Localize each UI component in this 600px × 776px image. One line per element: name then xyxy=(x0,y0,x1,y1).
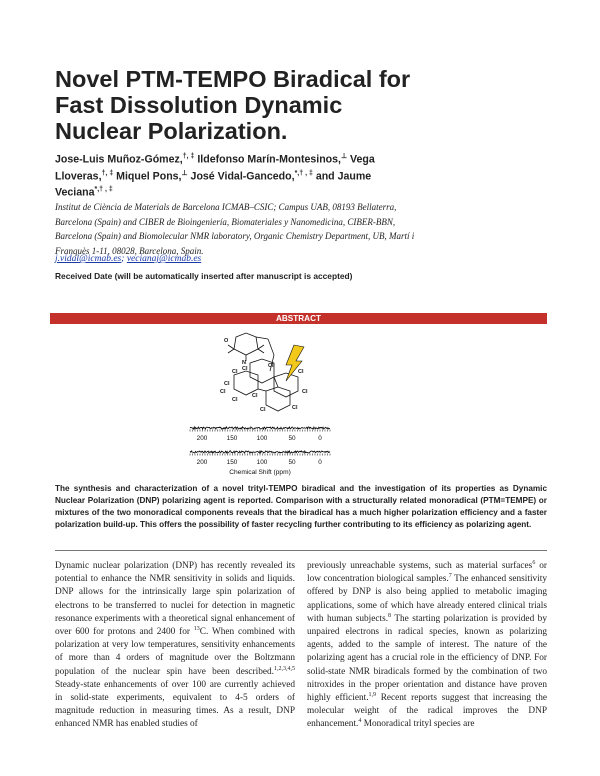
body-column-left xyxy=(55,560,295,732)
citation-mark: 7 xyxy=(448,573,452,580)
tick-label: 50 xyxy=(288,435,296,442)
tick-label: 100 xyxy=(256,435,268,442)
body-text: Monoradical trityl species are xyxy=(361,719,475,730)
body-text: The starting polarization is provided by unpaired electrons in radical species, known as polarizing agents, added to the sample of interest. The nature of the polarizing agent has a crucial role in the efficiency of DNP. For solid-state NMR biradicals formed by the combination of two nitroxides in the proper orientation and distance have proven highly efficient. xyxy=(307,613,547,704)
molecule-structure xyxy=(228,333,298,411)
body-text: Dynamic nuclear polarization (DNP) has recently revealed its potential to enhance the NMR sensitivity in solids and liquids. DNP allows for the intrinsically large spin polarization of electrons to be transferred to nuclei for detection in magnetic resonance experiments with a theoretical signal enhancement of over 600 for protons and 2400 for xyxy=(55,561,295,638)
atom-label: Cl xyxy=(268,363,274,369)
author-affiliation-mark: *,† , ‡ xyxy=(294,169,313,177)
citation-mark: 8 xyxy=(388,612,392,619)
citation-mark: 1,9 xyxy=(368,691,377,698)
tick-label: 200 xyxy=(196,435,208,442)
atom-label: Cl xyxy=(292,405,298,411)
tick-label: 0 xyxy=(318,435,322,442)
tick-label: 150 xyxy=(226,459,238,466)
atom-label: Cl xyxy=(220,389,226,395)
spectrum-line-top xyxy=(190,427,330,429)
atom-label: Cl xyxy=(232,369,238,375)
abstract-heading: ABSTRACT xyxy=(50,313,547,324)
atom-label: N xyxy=(242,360,246,366)
body-text: The enhanced sensitivity offered by DNP is also being applied to metabolic imaging applications, some of which have already entered clinical trials with human subjects. xyxy=(307,574,547,624)
body-column-right xyxy=(307,560,547,732)
author-name: José Vidal-Gancedo, xyxy=(187,170,295,183)
atom-label: Cl xyxy=(232,397,238,403)
tick-label: 100 xyxy=(256,459,268,466)
atom-label: Cl xyxy=(224,381,230,387)
author-name: Ildefonso Marín-Montesinos, xyxy=(194,153,341,166)
x-axis-label: Chemical Shift (ppm) xyxy=(229,469,291,476)
atom-label: Cl xyxy=(252,393,258,399)
email-link-veciana[interactable]: vecianaj@icmab.es xyxy=(126,254,202,264)
tick-label: 150 xyxy=(226,435,238,442)
paper-title: Novel PTM-TEMPO Biradical for Fast Dissolution Dynamic Nuclear Polarization. xyxy=(55,66,411,144)
citation-mark: 1,2,3,4,5 xyxy=(274,665,295,672)
author-affiliation-mark: †, ‡ xyxy=(182,153,195,160)
abstract-text: The synthesis and characterization of a novel trityl-TEMPO biradical and the investigation of its properties as Dynamic Nuclear Polarization (DNP) polarizing agent is reported. Comparison with a structurally related monoradical (PTM=TEMPE) or mixtures of the two monoradical components reveals that the biradical has a much higher polarization efficiency and a faster polarization build-up. This offers the possibility of faster recycling further contributing to its efficiency as polarizing agent. xyxy=(55,484,547,529)
affiliation: Institut de Ciència de Materials de Barcelona ICMAB–CSIC; Campus UAB, 08193 Bellaterra, Barcelona (Spain) and CIBER de Bioingeniería, Biomateriales y Nanomedicina, CIBER-BBN, Barcelona (Spain) and Biomolecular NMR laboratory, Organic Chemistry Department, UB, Martí i Franquès 1-11, 08028, Barcelona, Spain. xyxy=(55,202,415,257)
author-name: and Jaume Veciana xyxy=(55,170,372,199)
author-name: Jose-Luis Muñoz-Gómez, xyxy=(55,153,183,166)
body-text: or low concentration biological samples. xyxy=(307,561,548,585)
author-name: Vega Lloveras, xyxy=(55,153,375,183)
email-link-vidal[interactable]: j.vidal@icmab.es xyxy=(55,254,122,264)
atom-label: Cl xyxy=(302,389,308,395)
contact-emails xyxy=(55,254,201,264)
received-date-note: Received Date (will be automatically inserted after manuscript is accepted) xyxy=(55,271,353,281)
atom-label: Cl xyxy=(298,369,304,375)
author-affiliation-mark: *,† , ‡ xyxy=(94,186,113,194)
body-text: Recent reports suggest that increasing the molecular weight of the radical improves the DNP enhancement. xyxy=(307,693,547,730)
tick-label: 200 xyxy=(196,459,208,466)
author-name: Miquel Pons, xyxy=(113,170,182,183)
author-affiliation-mark: ⊥ xyxy=(340,153,348,160)
superscript: 13 xyxy=(193,625,200,632)
body-text: C. When combined with polarization at very low temperatures, sensitivity enhancements of more than 4 orders of magnitude over the Boltzmann population of the nuclear spin have been described. xyxy=(55,627,296,677)
spectrum-line-bottom xyxy=(190,451,330,453)
email-separator: ; xyxy=(121,254,127,264)
tick-label: 50 xyxy=(288,459,296,466)
body-text: previously unreachable systems, such as material surfaces xyxy=(307,561,533,571)
tick-label: 0 xyxy=(318,459,322,466)
citation-mark: 6 xyxy=(532,559,536,566)
body-text: Steady-state enhancements of over 100 are currently achieved in solid-state experiments, equivalent to 4-5 orders of magnitude reduction in measuring times. As a result, DNP enhanced NMR has enabled studies of xyxy=(55,679,295,730)
body-paragraph xyxy=(55,560,295,732)
atom-label: Cl xyxy=(260,407,266,413)
body-paragraph xyxy=(307,560,547,732)
section-divider xyxy=(55,550,547,551)
author-affiliation-mark: †, ‡ xyxy=(101,169,114,177)
author-affiliation-mark: ⊥ xyxy=(181,169,188,177)
author-list xyxy=(55,150,400,200)
atom-label: Cl xyxy=(242,366,248,372)
graphical-abstract-figure xyxy=(180,327,340,479)
atom-label: O xyxy=(224,338,229,344)
citation-mark: 4 xyxy=(358,718,362,725)
